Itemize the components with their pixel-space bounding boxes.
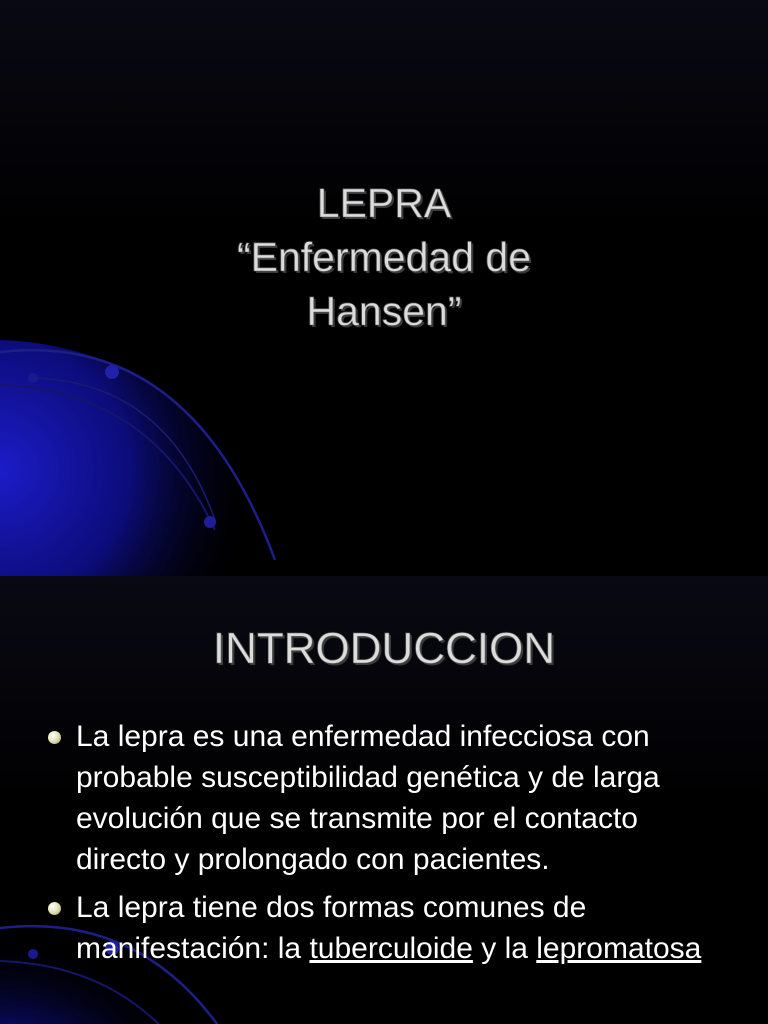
bullet-text: La lepra es una enfermedad infecciosa con probable susceptibilidad genética y de larga evolución que se transmite por el contacto directo y prolongado con pacientes. xyxy=(76,720,660,876)
bullet-text: La lepra tiene dos formas comunes de manifestación: la xyxy=(76,891,587,965)
title-line: LEPRA xyxy=(316,180,452,226)
arc-dot xyxy=(105,365,119,379)
underlined-term: tuberculoide xyxy=(309,932,473,965)
title-line: “Enfermedad de xyxy=(236,234,531,280)
underlined-term: lepromatosa xyxy=(536,932,702,965)
slide-2-title: INTRODUCCION xyxy=(212,624,556,673)
bullet-icon xyxy=(48,731,61,744)
title-line: Hansen” xyxy=(306,288,462,334)
bullet-item xyxy=(46,716,736,880)
slide-1-title xyxy=(0,176,768,338)
bullet-icon xyxy=(48,902,61,915)
bullet-list xyxy=(46,716,736,976)
arc-dot xyxy=(204,516,216,528)
slide-2 xyxy=(0,576,768,1024)
arc-dot xyxy=(28,373,38,383)
bullet-text: y la xyxy=(472,932,537,965)
bullet-item xyxy=(46,887,736,969)
arc-dot xyxy=(28,949,38,959)
